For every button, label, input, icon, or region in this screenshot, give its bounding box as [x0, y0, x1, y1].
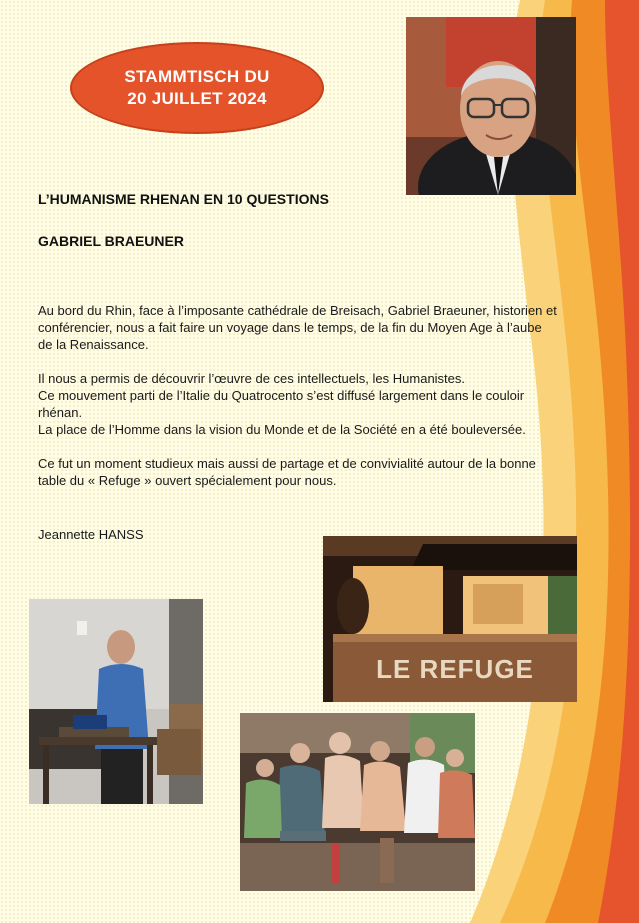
paragraph-4: La place de l’Homme dans la vision du Monde et de la Société en a été bouleversée.	[38, 422, 526, 437]
paragraph-1: Au bord du Rhin, face à l’imposante cathédrale de Breisach, Gabriel Braeuner, historien et conférencier, nous a fait faire un voyage dans le temps, de la fin du Moyen Age à l’aube de la Renaissance.	[38, 303, 557, 352]
paragraph-5: Ce fut un moment studieux mais aussi de partage et de convivialité autour de la bonne table du « Refuge » ouvert spécialement pour nous.	[38, 456, 536, 488]
article-title: L’HUMANISME RHENAN EN 10 QUESTIONS	[38, 191, 329, 207]
speaker-portrait-photo	[406, 17, 576, 195]
audience-photo	[240, 713, 475, 891]
event-date-badge	[70, 42, 324, 134]
article-author: GABRIEL BRAEUNER	[38, 233, 184, 249]
badge-line-2: 20 JUILLET 2024	[127, 89, 267, 108]
article-body	[38, 302, 558, 489]
speaker-presenting-photo	[29, 599, 203, 804]
refuge-sign-text: LE REFUGE	[376, 654, 534, 684]
article-signature: Jeannette HANSS	[38, 527, 144, 542]
badge-line-1: STAMMTISCH DU	[124, 67, 270, 86]
paragraph-2: Il nous a permis de découvrir l’œuvre de ces intellectuels, les Humanistes.	[38, 371, 466, 386]
refuge-bar-photo	[323, 536, 577, 702]
paragraph-3: Ce mouvement parti de l’Italie du Quatrocento s’est diffusé largement dans le couloir rhénan.	[38, 388, 525, 420]
